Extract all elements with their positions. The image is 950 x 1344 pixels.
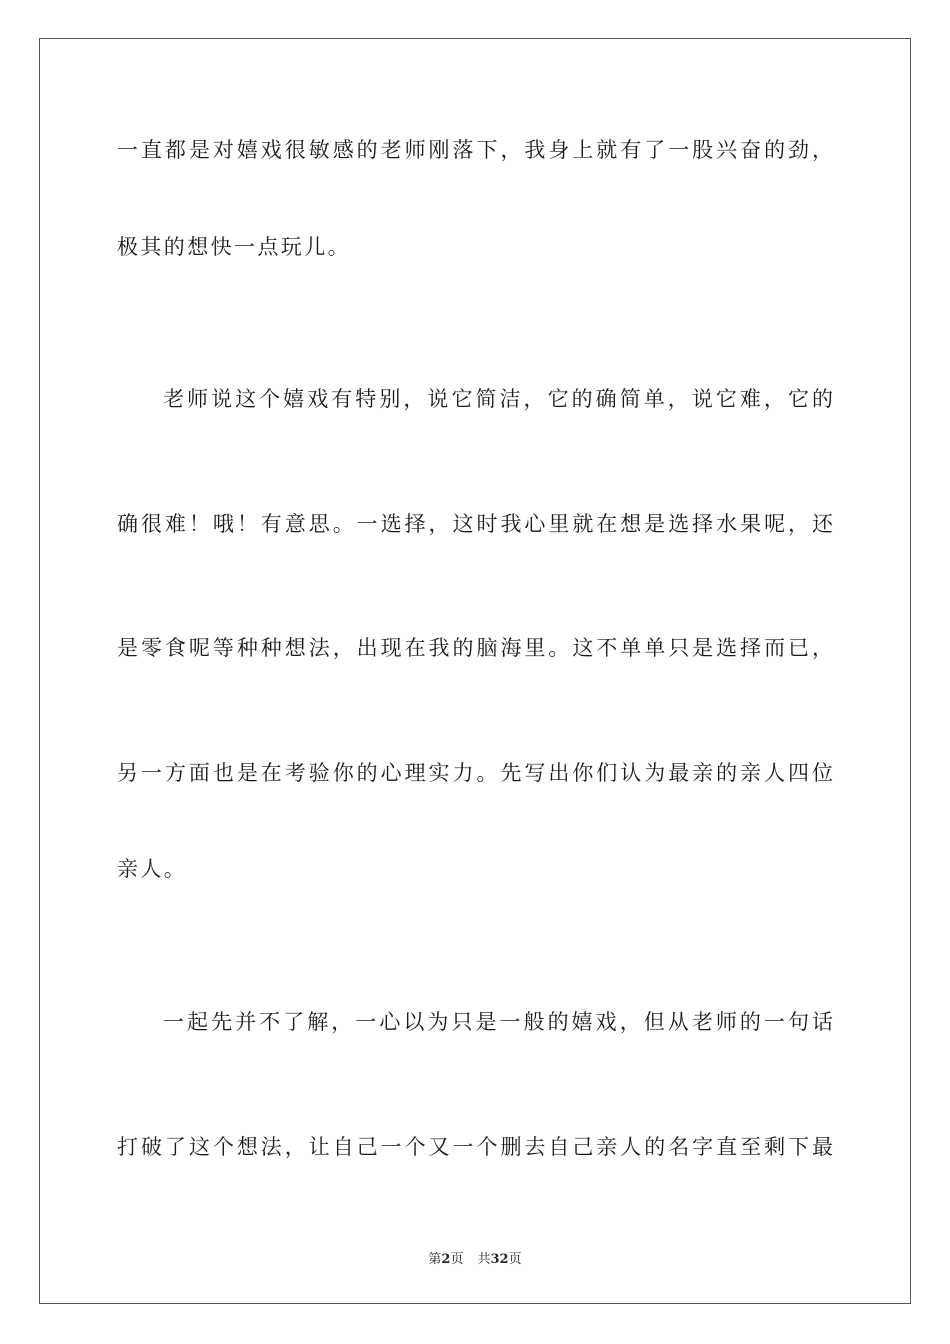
- paragraph-line-8: 一起先并不了解，一心以为只是一般的嬉戏，但从老师的一句话: [163, 1010, 833, 1034]
- paragraph-line-2: 极其的想快一点玩儿。: [117, 235, 351, 259]
- paragraph-line-5: 是零食呢等种种想法，出现在我的脑海里。这不单单只是选择而已，: [117, 636, 833, 660]
- page-suffix: 页: [450, 1252, 464, 1267]
- total-suffix: 页: [508, 1252, 522, 1267]
- page-frame: [39, 38, 911, 1304]
- total-prefix: 共: [477, 1252, 491, 1267]
- total-pages: 32: [490, 1252, 509, 1267]
- page-number: 2: [441, 1252, 451, 1267]
- page-footer: [0, 1248, 950, 1267]
- paragraph-line-1: 一直都是对嬉戏很敏感的老师刚落下，我身上就有了一股兴奋的劲，: [117, 138, 833, 162]
- paragraph-line-7: 亲人。: [117, 857, 188, 881]
- paragraph-line-6: 另一方面也是在考验你的心理实力。先写出你们认为最亲的亲人四位: [117, 761, 833, 785]
- paragraph-line-9: 打破了这个想法，让自己一个又一个删去自己亲人的名字直至剩下最: [117, 1135, 833, 1159]
- paragraph-line-3: 老师说这个嬉戏有特别，说它简洁，它的确简单，说它难，它的: [163, 387, 833, 411]
- page-prefix: 第: [428, 1252, 442, 1267]
- paragraph-line-4: 确很难！哦！有意思。一选择，这时我心里就在想是选择水果呢，还: [117, 512, 833, 536]
